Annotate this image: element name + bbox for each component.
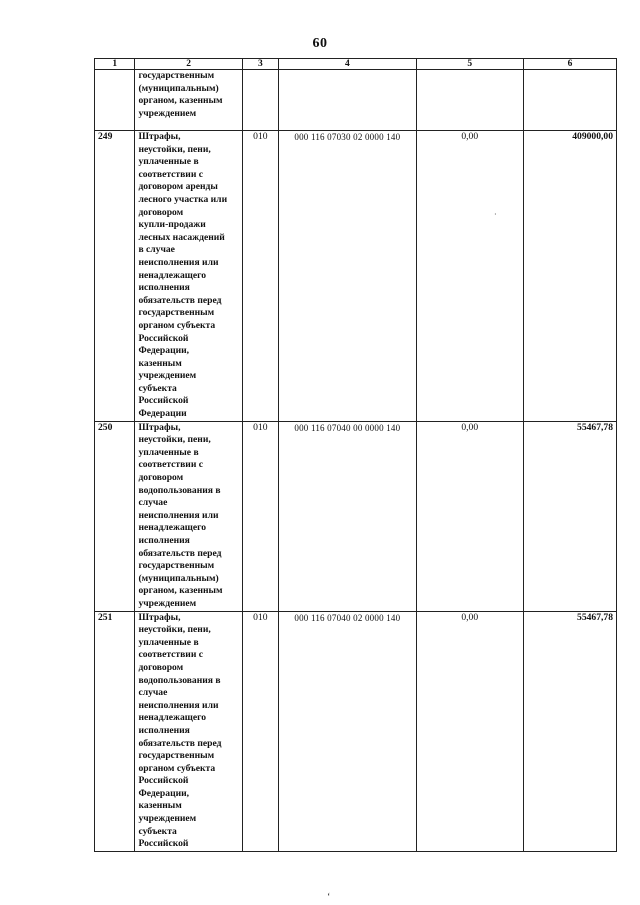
description-line: Штрафы, bbox=[138, 131, 181, 142]
row-value-col6: 55467,78 bbox=[523, 611, 616, 851]
description-line: ненадлежащего bbox=[138, 712, 207, 724]
row-code: 010 bbox=[242, 131, 278, 422]
table-row bbox=[95, 131, 617, 422]
description-line: уплаченные в bbox=[138, 156, 199, 168]
description-line: государственным bbox=[138, 70, 215, 81]
row-value-col5: 0,00 bbox=[416, 611, 523, 851]
description-line: неисполнения или bbox=[138, 509, 219, 521]
header-col-2: 2 bbox=[135, 59, 242, 70]
description-line: субъекта bbox=[138, 382, 177, 394]
description-line: водопользования в bbox=[138, 484, 221, 496]
description-line: Федерации, bbox=[138, 345, 190, 357]
description-line: в случае bbox=[138, 244, 175, 256]
table-row bbox=[95, 70, 617, 131]
description-line: ненадлежащего bbox=[138, 269, 207, 281]
description-line: исполнения bbox=[138, 535, 190, 546]
description-line: водопользования в bbox=[138, 674, 221, 686]
header-col-6: 6 bbox=[523, 59, 616, 70]
row-code bbox=[242, 70, 278, 131]
description-line: соответствии с bbox=[138, 168, 204, 180]
description-line: органом, казенным bbox=[138, 95, 223, 107]
description-line: соответствии с bbox=[138, 649, 204, 661]
description-line: договором аренды bbox=[138, 181, 218, 193]
description-line: лесного участка или bbox=[138, 193, 228, 205]
row-description bbox=[135, 611, 242, 851]
row-code: 010 bbox=[242, 421, 278, 611]
row-value-col6: 409000,00 bbox=[523, 131, 616, 422]
description-line: ненадлежащего bbox=[138, 522, 207, 534]
description-line: лесных насаждений bbox=[138, 231, 225, 243]
description-line: соответствии с bbox=[138, 459, 204, 471]
description-line: неисполнения или bbox=[138, 699, 219, 711]
scan-speck: ʻ bbox=[327, 892, 331, 903]
description-line: обязательств перед bbox=[138, 294, 222, 306]
description-line: Российской bbox=[138, 775, 189, 787]
description-line: неустойки, пени, bbox=[138, 624, 211, 636]
description-line: Штрафы, bbox=[138, 421, 181, 433]
budget-table bbox=[94, 58, 617, 852]
description-line: Федерации bbox=[138, 408, 187, 420]
description-line: (муниципальным) bbox=[138, 572, 219, 584]
description-line: Штрафы, bbox=[138, 611, 181, 623]
description-line: уплаченные в bbox=[138, 446, 199, 458]
row-number: 251 bbox=[95, 611, 135, 851]
scan-speck: · bbox=[494, 210, 497, 219]
table-row bbox=[95, 611, 617, 851]
row-value-col5: 0,00 bbox=[416, 131, 523, 422]
row-description bbox=[135, 131, 242, 422]
description-line: учреждением bbox=[138, 370, 197, 382]
header-col-5: 5 bbox=[416, 59, 523, 70]
row-description bbox=[135, 421, 242, 611]
description-line: казенным bbox=[138, 357, 182, 369]
description-line: учреждением bbox=[138, 597, 197, 609]
description-line: договором bbox=[138, 206, 184, 218]
row-value-col6 bbox=[523, 70, 616, 131]
row-code: 010 bbox=[242, 611, 278, 851]
header-col-3: 3 bbox=[242, 59, 278, 70]
description-line: неустойки, пени, bbox=[138, 143, 211, 155]
description-line: уплаченные в bbox=[138, 636, 199, 648]
header-col-4: 4 bbox=[279, 59, 417, 70]
page-number: 60 bbox=[312, 36, 328, 51]
description-line: неисполнения или bbox=[138, 256, 219, 268]
description-line: учреждением bbox=[138, 813, 197, 825]
row-number: 249 bbox=[95, 131, 135, 422]
description-line: договором bbox=[138, 661, 184, 673]
description-line: Российской bbox=[138, 838, 189, 850]
description-line: случае bbox=[138, 687, 168, 699]
description-line: (муниципальным) bbox=[138, 82, 219, 94]
description-line: исполнения bbox=[138, 282, 190, 294]
row-description bbox=[135, 70, 242, 131]
row-budget-classification-code: 000 116 07040 02 0000 140 bbox=[279, 611, 417, 851]
description-line: органом субъекта bbox=[138, 319, 216, 331]
row-budget-classification-code bbox=[279, 70, 417, 131]
header-col-1: 1 bbox=[95, 59, 135, 70]
description-line: купли-продажи bbox=[138, 219, 206, 231]
description-line: исполнения bbox=[138, 724, 190, 736]
description-line: Российской bbox=[138, 395, 189, 407]
description-line: казенным bbox=[138, 800, 182, 812]
description-line: неустойки, пени, bbox=[138, 434, 211, 446]
description-line: случае bbox=[138, 497, 168, 509]
row-number bbox=[95, 70, 135, 131]
description-line: обязательств перед bbox=[138, 547, 222, 559]
header-row bbox=[95, 59, 617, 70]
description-line: государственным bbox=[138, 750, 215, 762]
table-row bbox=[95, 421, 617, 611]
row-value-col5 bbox=[416, 70, 523, 131]
description-line: субъекта bbox=[138, 825, 177, 837]
description-line: государственным bbox=[138, 560, 215, 572]
row-budget-classification-code: 000 116 07040 00 0000 140 bbox=[279, 421, 417, 611]
description-line: Федерации, bbox=[138, 787, 190, 799]
row-number: 250 bbox=[95, 421, 135, 611]
description-line: государственным bbox=[138, 307, 215, 319]
row-value-col5: 0,00 bbox=[416, 421, 523, 611]
row-value-col6: 55467,78 bbox=[523, 421, 616, 611]
description-line: договором bbox=[138, 472, 184, 484]
description-line: органом, казенным bbox=[138, 585, 223, 597]
row-budget-classification-code: 000 116 07030 02 0000 140 bbox=[279, 131, 417, 422]
description-line: учреждением bbox=[138, 107, 197, 119]
description-line: Российской bbox=[138, 332, 189, 344]
description-line: обязательств перед bbox=[138, 737, 222, 749]
description-line: органом субъекта bbox=[138, 762, 216, 774]
